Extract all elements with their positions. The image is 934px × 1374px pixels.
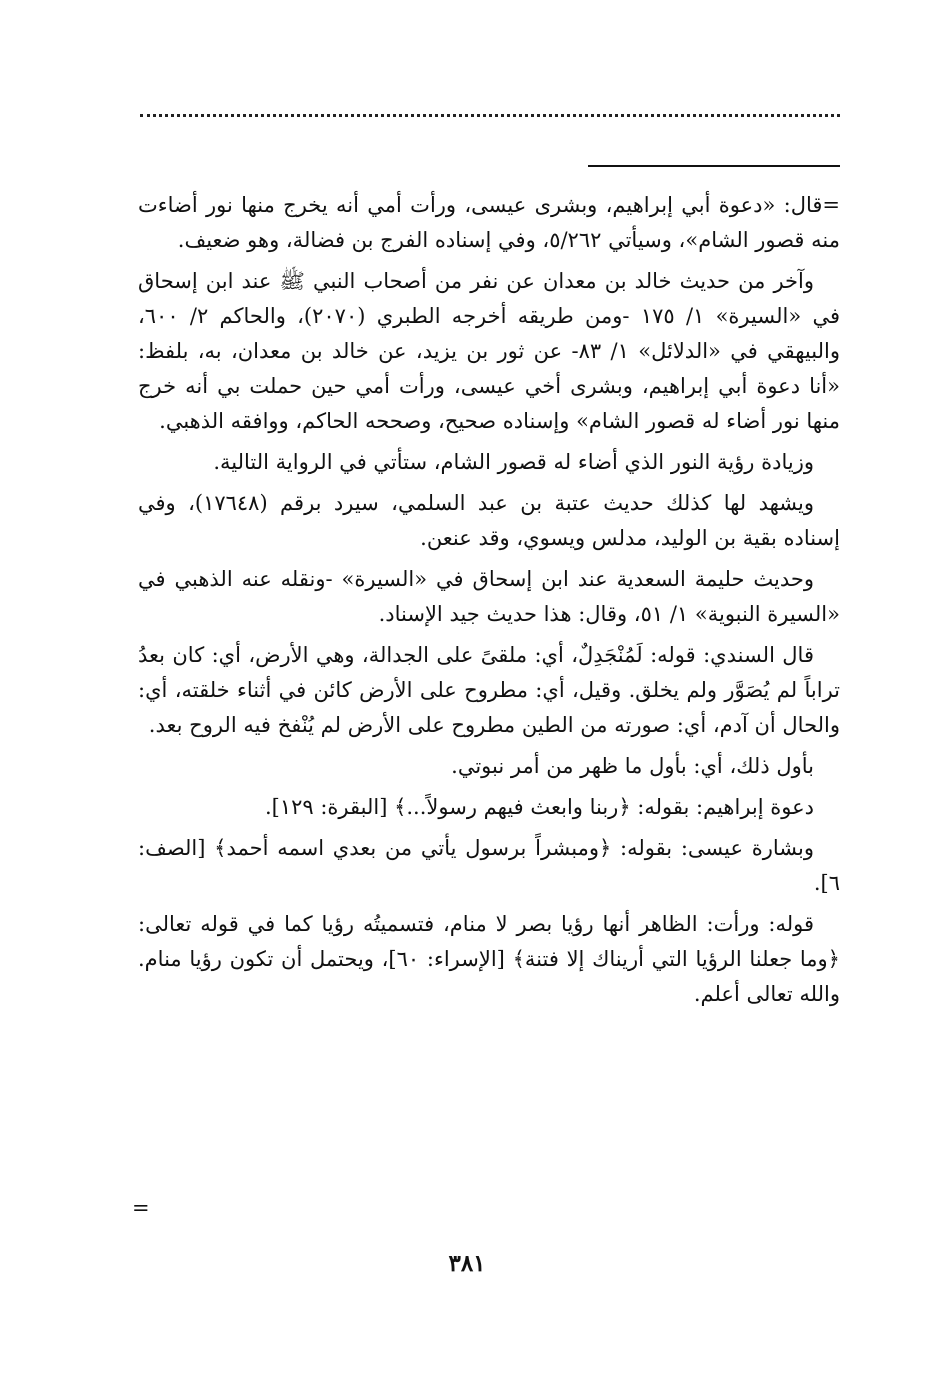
footnote-rule (588, 165, 840, 167)
footnote-paragraph: =قال: «دعوة أبي إبراهيم، وبشرى عيسى، ورأت أمي أنه يخرج منها نور أضاءت منه قصور الشام»، وسيأتي ٥/٢٦٢، وفي إسناده الفرج بن فضالة، وهو ضعيف. (138, 193, 840, 252)
footnote-paragraph: وزيادة رؤية النور الذي أضاء له قصور الشام، ستأتي في الرواية التالية. (213, 450, 814, 474)
footnote-paragraph: وبشارة عيسى: بقوله: ﴿ومبشراً برسول يأتي من بعدي اسمه أحمد﴾ [الصف: ٦]. (138, 836, 840, 895)
footnote-paragraph: ويشهد لها كذلك حديث عتبة بن عبد السلمي، سيرد برقم (١٧٦٤٨)، وفي إسناده بقية بن الوليد، مدلس ويسوي، وقد عنعن. (138, 491, 840, 550)
footnote-text (138, 188, 840, 1018)
footnote-paragraph: وآخر من حديث خالد بن معدان عن نفر من أصحاب النبي ﷺ عند ابن إسحاق في «السيرة» ١/ ١٧٥ -ومن طريقه أخرجه الطبري (٢٠٧٠)، والحاكم ٢/ ٦٠٠، والبيهقي في «الدلائل» ١/ ٨٣- عن ثور بن يزيد، عن خالد بن معدان، به، بلفظ: «أنا دعوة أبي إبراهيم، وبشرى أخي عيسى، ورأت أمي حين حملت بي أنه خرج منها نور أضاء له قصور الشام» وإسناده صحيح، وصححه الحاكم، ووافقه الذهبي. (138, 269, 840, 433)
continuation-mark: = (132, 1196, 150, 1220)
dotted-separator (140, 114, 840, 117)
footnote-paragraph: بأول ذلك، أي: بأول ما ظهر من أمر نبوتي. (451, 754, 814, 778)
footnote-paragraph: قوله: ورأت: الظاهر أنها رؤيا بصر لا منام، فتسميتُه رؤيا كما في قوله تعالى: ﴿وما جعلنا الرؤيا التي أريناك إلا فتنة﴾ [الإسراء: ٦٠]، ويحتمل أن تكون رؤيا منام. والله تعالى أعلم. (138, 912, 840, 1006)
footnote-paragraph: وحديث حليمة السعدية عند ابن إسحاق في «السيرة» -ونقله عنه الذهبي في «السيرة النبوية» ١/ ٥١، وقال: هذا حديث جيد الإسناد. (138, 567, 840, 626)
page-number: ٣٨١ (448, 1250, 486, 1277)
footnote-paragraph: قال السندي: قوله: لَمُنْجَدِلٌ، أي: ملقىً على الجدالة، وهي الأرض، أي: كان بعدُ تراباً لم يُصَوَّر ولم يخلق. وقيل، أي: مطروح على الأرض كائن في أثناء خلقته، أي: والحال أن آدم، أي: صورته من الطين مطروح على الأرض لم يُنْفخ فيه الروح بعد. (138, 643, 840, 737)
footnote-paragraph: دعوة إبراهيم: بقوله: ﴿ربنا وابعث فيهم رسولاً...﴾ [البقرة: ١٢٩]. (264, 795, 814, 819)
